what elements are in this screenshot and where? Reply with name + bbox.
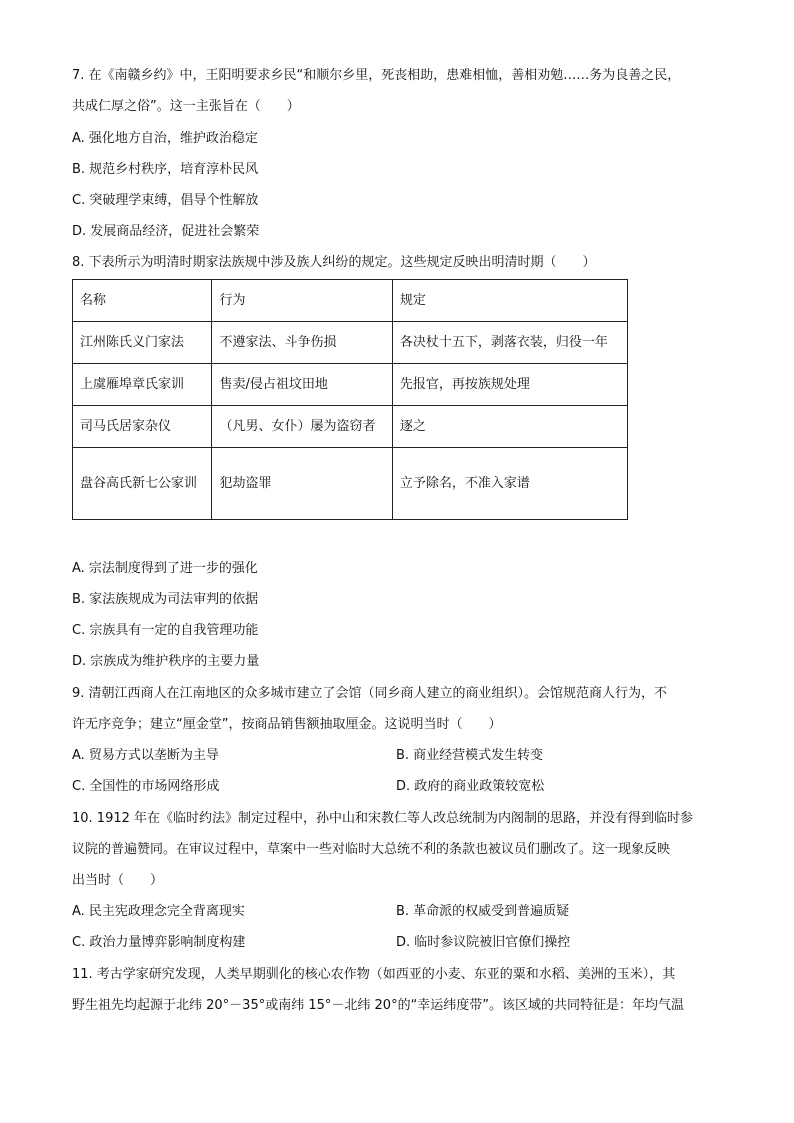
table-row bbox=[73, 448, 628, 520]
q10-stem-line3: 出当时（ ） bbox=[72, 873, 164, 888]
table-cell: 售卖/侵占祖坟田地 bbox=[212, 364, 392, 406]
table-row bbox=[73, 406, 628, 448]
q9-option-b[interactable]: B. 商业经营模式发生转变 bbox=[396, 748, 544, 763]
table-cell: 先报官，再按族规处理 bbox=[392, 364, 627, 406]
q10-option-b[interactable]: B. 革命派的权威受到普遍质疑 bbox=[396, 904, 570, 919]
q11-stem-line2: 野生祖先均起源于北纬 20°－35°或南纬 15°－北纬 20°的“幸运纬度带”。该区域的共同特征是：年均气温 bbox=[72, 998, 685, 1013]
q9-option-d[interactable]: D. 政府的商业政策较宽松 bbox=[396, 779, 545, 794]
q10-option-c[interactable]: C. 政治力量博弈影响制度构建 bbox=[72, 935, 246, 950]
q7-option-c[interactable]: C. 突破理学束缚，倡导个性解放 bbox=[72, 193, 259, 208]
table-cell: 立予除名，不准入家谱 bbox=[392, 448, 627, 520]
table-row bbox=[73, 364, 628, 406]
table-cell: 上虞雁埠章氏家训 bbox=[73, 364, 212, 406]
table-header-row bbox=[73, 280, 628, 322]
q9-stem-line1: 9. 清朝江西商人在江南地区的众多城市建立了会馆（同乡商人建立的商业组织）。会馆规范商人行为，不 bbox=[72, 686, 668, 701]
table-row bbox=[73, 322, 628, 364]
q7-option-a[interactable]: A. 强化地方自治，维护政治稳定 bbox=[72, 131, 258, 146]
table-header-cell: 规定 bbox=[392, 280, 627, 322]
q7-option-d[interactable]: D. 发展商品经济，促进社会繁荣 bbox=[72, 224, 260, 239]
table-header-cell: 行为 bbox=[212, 280, 392, 322]
q8-stem: 8. 下表所示为明清时期家法族规中涉及族人纠纷的规定。这些规定反映出明清时期（ ） bbox=[72, 255, 596, 270]
table-cell: 逐之 bbox=[392, 406, 627, 448]
q9-stem-line2: 许无序竞争；建立“厘金堂”，按商品销售额抽取厘金。这说明当时（ ） bbox=[72, 717, 502, 732]
table-cell: 司马氏居家杂仪 bbox=[73, 406, 212, 448]
q9-option-a[interactable]: A. 贸易方式以垄断为主导 bbox=[72, 748, 219, 763]
table-cell: （凡男、女仆）屡为盗窃者 bbox=[212, 406, 392, 448]
q8-option-c[interactable]: C. 宗族具有一定的自我管理功能 bbox=[72, 623, 259, 638]
q10-option-a[interactable]: A. 民主宪政理念完全背离现实 bbox=[72, 904, 245, 919]
q10-stem-line1: 10. 1912 年在《临时约法》制定过程中，孙中山和宋教仁等人改总统制为内阁制的思路，并没有得到临时参 bbox=[72, 811, 694, 826]
q7-option-b[interactable]: B. 规范乡村秩序，培育淳朴民风 bbox=[72, 162, 259, 177]
table-cell: 盘谷高氏新七公家训 bbox=[73, 448, 212, 520]
q8-option-a[interactable]: A. 宗法制度得到了进一步的强化 bbox=[72, 561, 258, 576]
q8-option-d[interactable]: D. 宗族成为维护秩序的主要力量 bbox=[72, 654, 260, 669]
q10-option-d[interactable]: D. 临时参议院被旧官僚们操控 bbox=[396, 935, 571, 950]
table-cell: 不遵家法、斗争伤损 bbox=[212, 322, 392, 364]
table-cell: 犯劫盗罪 bbox=[212, 448, 392, 520]
q8-option-b[interactable]: B. 家法族规成为司法审判的依据 bbox=[72, 592, 259, 607]
q10-stem-line2: 议院的普遍赞同。在审议过程中，草案中一些对临时大总统不利的条款也被议员们删改了。这一现象反映 bbox=[72, 842, 671, 857]
q11-stem-line1: 11. 考古学家研究发现，人类早期驯化的核心农作物（如西亚的小麦、东亚的粟和水稻、美洲的玉米），其 bbox=[72, 967, 676, 982]
q7-stem-line2: 共成仁厚之俗”。这一主张旨在（ ） bbox=[72, 99, 300, 114]
table-cell: 各决杖十五下，剥落衣装，归役一年 bbox=[392, 322, 627, 364]
table-cell: 江州陈氏义门家法 bbox=[73, 322, 212, 364]
q7-stem-line1: 7. 在《南赣乡约》中，王阳明要求乡民“和顺尔乡里，死丧相助，患难相恤，善相劝勉……务为良善之民， bbox=[72, 68, 681, 83]
table-header-cell: 名称 bbox=[73, 280, 212, 322]
q8-rules-table bbox=[72, 279, 628, 520]
q9-option-c[interactable]: C. 全国性的市场网络形成 bbox=[72, 779, 220, 794]
